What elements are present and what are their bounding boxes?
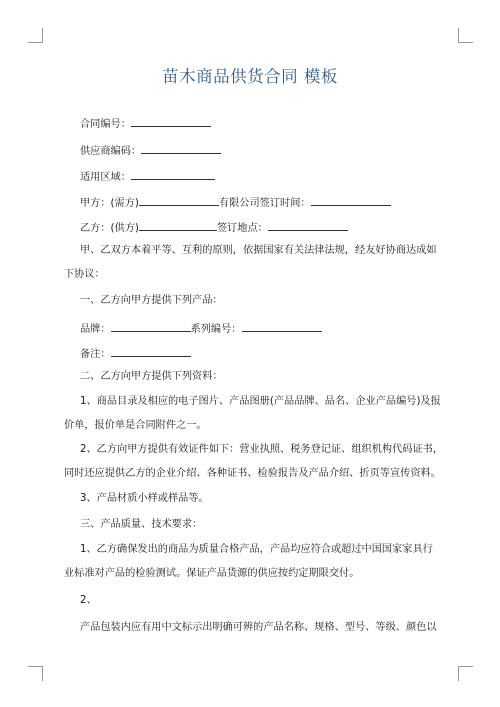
brand-label: 品牌： <box>80 324 111 335</box>
item-3-2-text: 产品包装内应有用中文标示出明确可辨的产品名称、规格、型号、等级、颜色以 <box>80 622 437 633</box>
item-2-2-line-1: 2、乙方向甲方提供有效证件如下：营业执照、税务登记证、组织机构代码证书， <box>80 444 444 455</box>
brand-row <box>80 320 322 337</box>
crop-mark-bottom-left <box>28 666 43 681</box>
item-3-2-number: 2、 <box>80 595 97 606</box>
item-3-1-line-2: 业标准对产品的检验测试。保证产品货源的供应按约定期限交付。 <box>64 568 360 579</box>
intro-line-2: 下协议： <box>64 269 105 280</box>
crop-mark-top-left <box>28 28 43 43</box>
crop-mark-top-right <box>458 28 473 43</box>
document-title: 苗木商品供货合同 模板 <box>162 67 338 86</box>
section-1-heading: 一、乙方向甲方提供下列产品： <box>80 295 223 306</box>
party-a-row <box>80 194 391 211</box>
supplier-code-blank[interactable] <box>141 142 221 154</box>
item-2-3: 3、产品材质小样或样品等。 <box>80 493 209 504</box>
party-b-name-blank[interactable] <box>139 219 217 231</box>
party-b-row <box>80 219 348 236</box>
party-a-sign-time-label: 有限公司签订时间： <box>218 198 311 209</box>
series-blank[interactable] <box>242 320 322 332</box>
sign-place-label: 签订地点： <box>216 223 268 234</box>
contract-no-blank[interactable] <box>131 115 211 127</box>
region-label: 适用区域： <box>80 172 131 183</box>
item-2-1-line-1: 1、商品目录及相应的电子图片、产品图册(产品品牌、品名、企业产品编号)及报 <box>80 396 441 407</box>
contract-no-label: 合同编号： <box>80 119 131 130</box>
brand-blank[interactable] <box>111 320 191 332</box>
region-blank[interactable] <box>131 168 215 180</box>
item-3-1-line-1: 1、乙方确保发出的商品为质量合格产品，产品均应符合或超过中国国家家具行 <box>80 544 433 555</box>
note-label: 备注： <box>80 349 111 360</box>
section-2-heading: 二、乙方向甲方提供下列资料： <box>80 371 223 382</box>
note-row <box>80 345 191 362</box>
series-label: 系列编号： <box>190 324 242 335</box>
item-2-2-line-2: 同时还应提供乙方的企业介绍、各种证书、检验报告及产品介绍、折页等宣传资料。 <box>64 468 441 479</box>
sign-time-blank[interactable] <box>311 194 391 206</box>
sign-place-blank[interactable] <box>268 219 348 231</box>
party-a-label: 甲方：(需方) <box>80 198 139 209</box>
intro-line-1: 甲、乙双方本着平等、互利的原则，依据国家有关法律法规，经友好协商达成如 <box>80 245 437 256</box>
contract-no-row <box>80 115 211 132</box>
party-a-name-blank[interactable] <box>139 194 219 206</box>
crop-mark-bottom-right <box>458 666 473 681</box>
supplier-code-row <box>80 142 221 159</box>
party-b-label: 乙方：(供方) <box>80 223 139 234</box>
item-2-1-line-2: 价单，报价单是合同附件之一。 <box>64 420 207 431</box>
region-row <box>80 168 215 185</box>
supplier-code-label: 供应商编码： <box>80 146 142 157</box>
section-3-heading: 三、产品质量、技术要求： <box>80 519 203 530</box>
note-blank[interactable] <box>111 345 191 357</box>
